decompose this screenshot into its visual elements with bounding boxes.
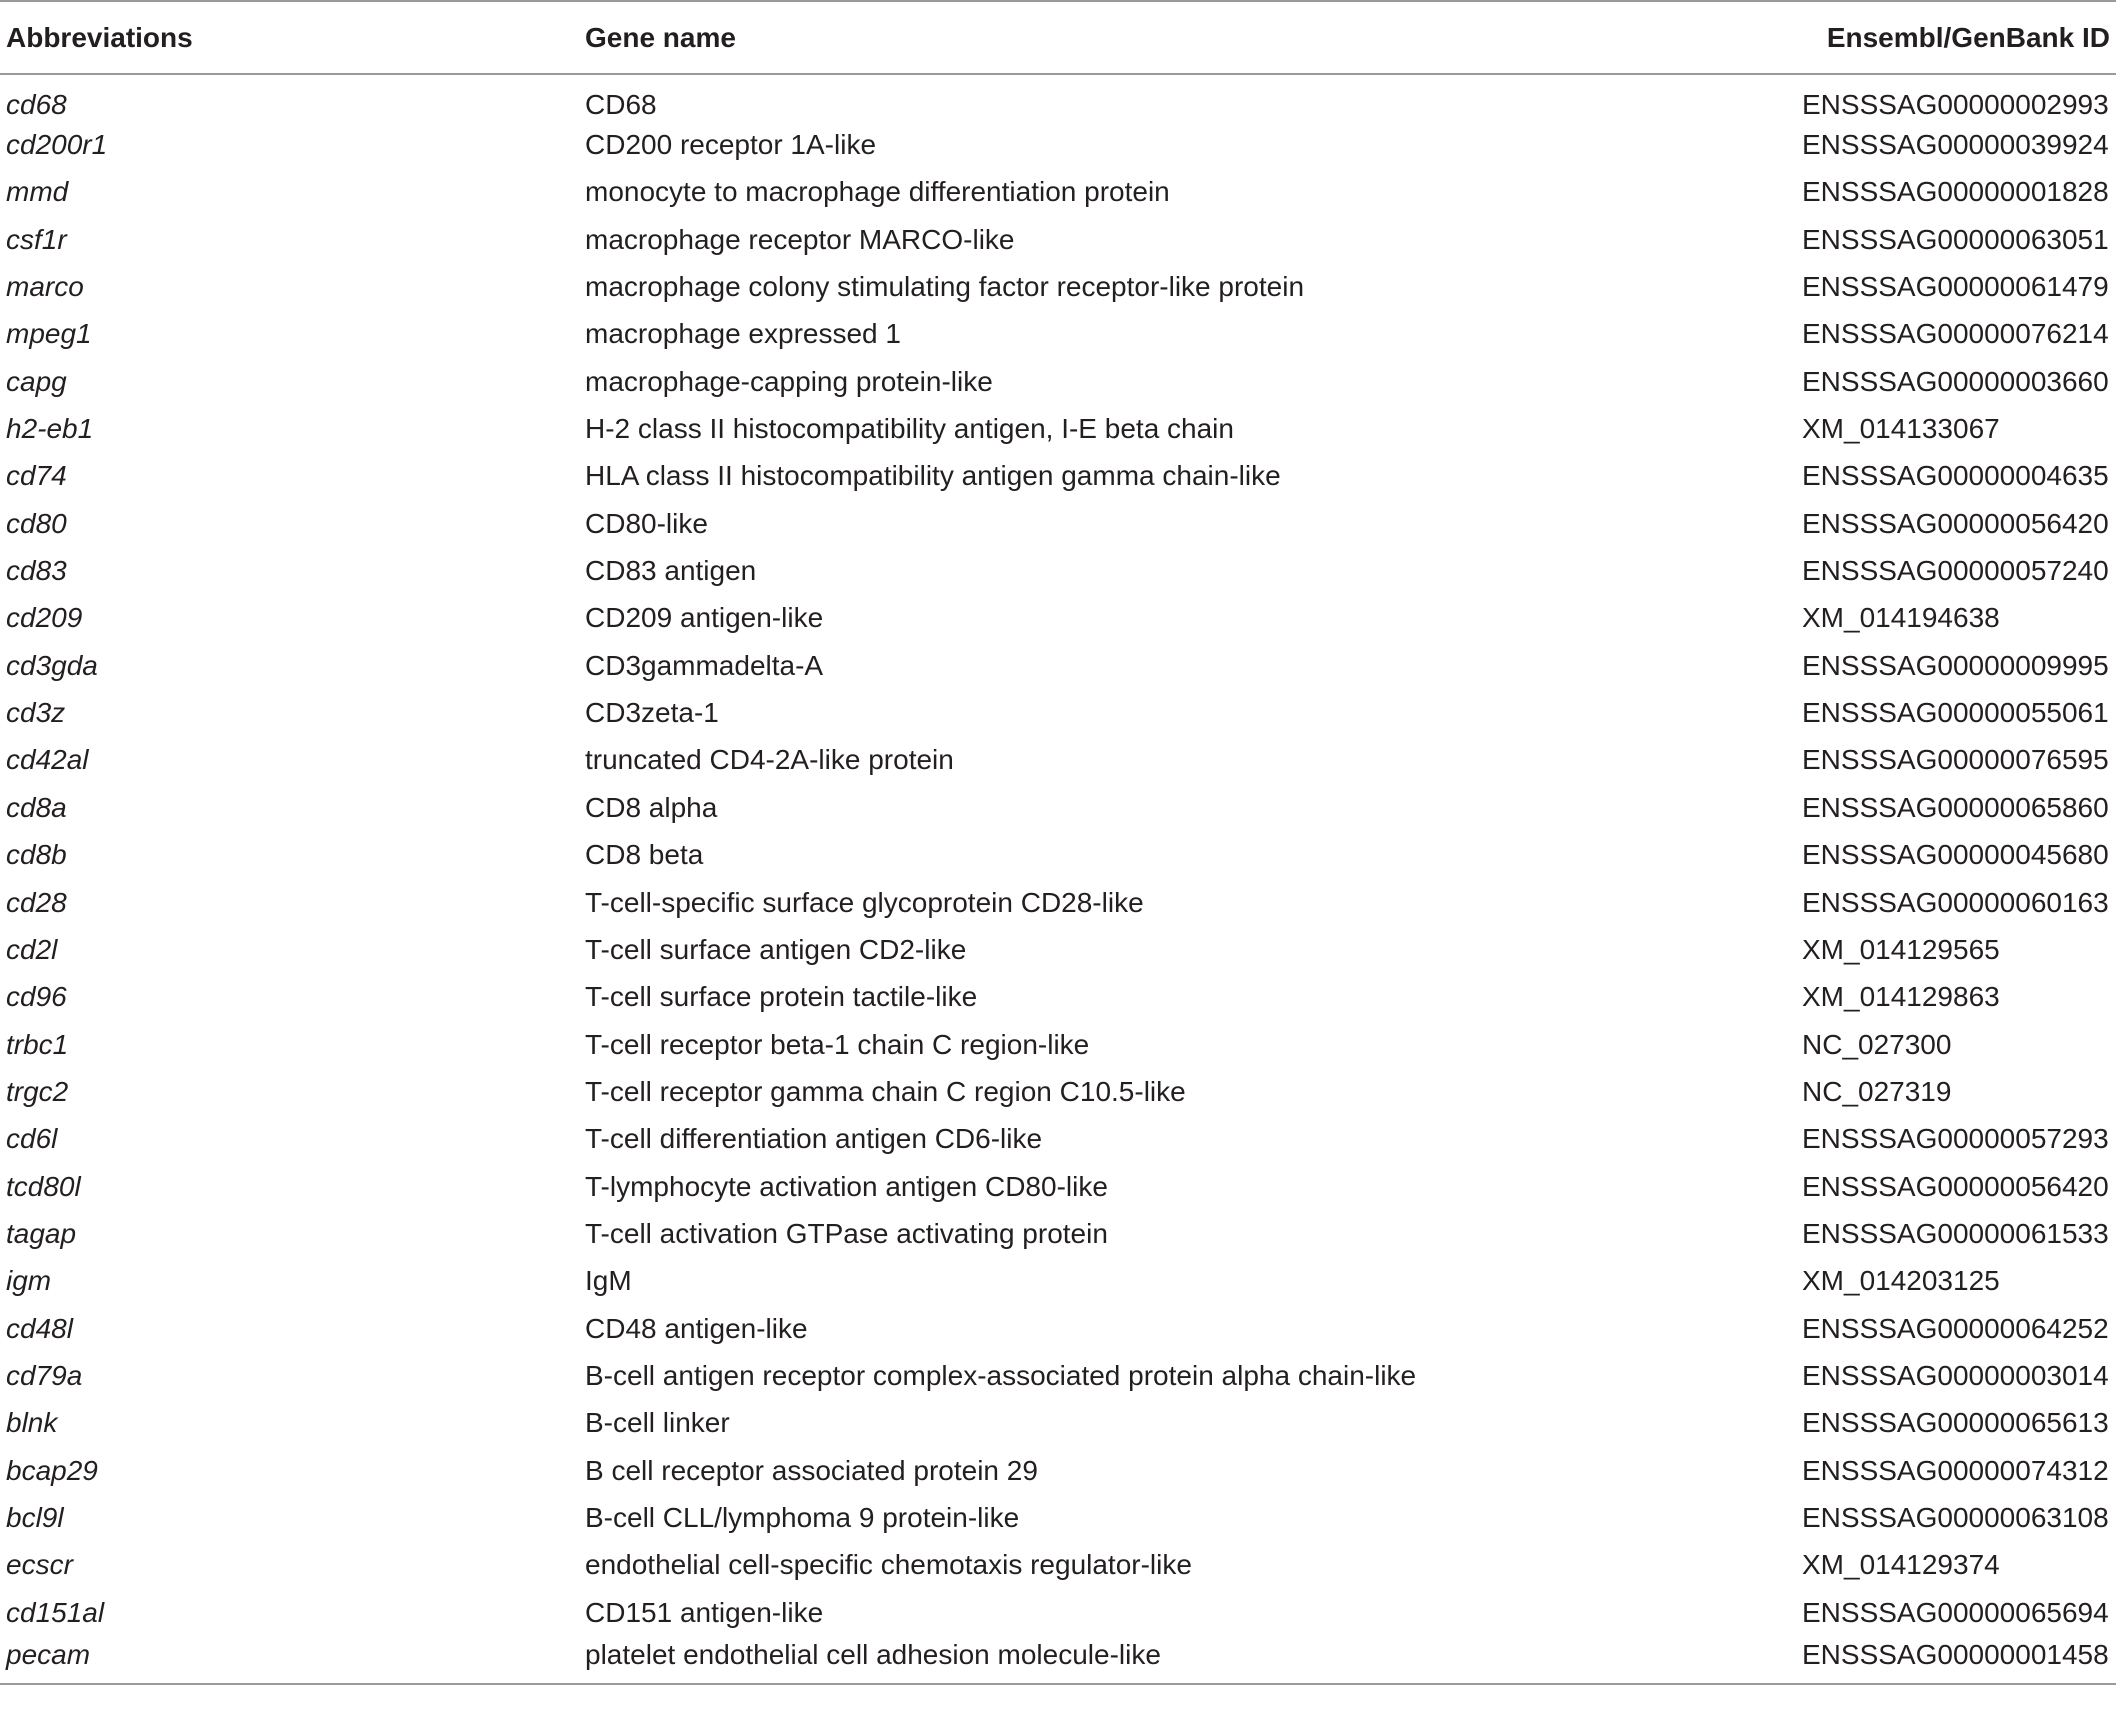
cell-gene-name: T-cell-specific surface glycoprotein CD28-like (585, 886, 1144, 918)
table-row (0, 1258, 2116, 1305)
table-row (0, 879, 2116, 926)
cell-gene-id: XM_014194638 (1802, 602, 2000, 634)
cell-gene-name: truncated CD4-2A-like protein (585, 744, 954, 776)
cell-abbreviation: igm (6, 1265, 52, 1297)
cell-gene-name: CD48 antigen-like (585, 1312, 808, 1344)
cell-abbreviation: mpeg1 (6, 318, 92, 350)
cell-gene-name: T-cell receptor gamma chain C region C10.5-like (585, 1075, 1186, 1107)
cell-gene-name: monocyte to macrophage differentiation protein (585, 176, 1170, 208)
cell-abbreviation: cd3z (6, 697, 66, 729)
cell-abbreviation: mmd (6, 176, 69, 208)
cell-gene-id: ENSSSAG00000056420 (1802, 1170, 2109, 1202)
cell-abbreviation: cd74 (6, 460, 67, 492)
cell-gene-name: T-lymphocyte activation antigen CD80-like (585, 1170, 1108, 1202)
cell-abbreviation: cd151al (6, 1596, 105, 1628)
table-row (0, 216, 2116, 263)
table-row (0, 547, 2116, 594)
cell-abbreviation: bcl9l (6, 1501, 64, 1533)
cell-abbreviation: csf1r (6, 223, 67, 255)
cell-gene-id: ENSSSAG00000003014 (1802, 1359, 2109, 1391)
cell-abbreviation: cd96 (6, 981, 67, 1013)
cell-gene-id: ENSSSAG00000056420 (1802, 507, 2109, 539)
cell-abbreviation: cd68 (6, 89, 67, 121)
cell-abbreviation: cd80 (6, 507, 67, 539)
cell-gene-name: B-cell linker (585, 1407, 730, 1439)
cell-abbreviation: capg (6, 365, 67, 397)
table-row (0, 500, 2116, 547)
cell-gene-name: macrophage receptor MARCO-like (585, 223, 1015, 255)
cell-abbreviation: cd48l (6, 1312, 73, 1344)
cell-gene-id: ENSSSAG00000055061 (1802, 697, 2109, 729)
cell-gene-id: ENSSSAG00000057293 (1802, 1123, 2109, 1155)
cell-abbreviation: cd42al (6, 744, 89, 776)
table-row (0, 1116, 2116, 1163)
cell-gene-name: T-cell surface antigen CD2-like (585, 933, 967, 965)
table-body (0, 74, 2116, 1684)
cell-gene-name: CD83 antigen (585, 555, 757, 587)
cell-gene-id: ENSSSAG00000074312 (1802, 1454, 2109, 1486)
table-row (0, 689, 2116, 736)
cell-gene-name: B-cell CLL/lymphoma 9 protein-like (585, 1501, 1020, 1533)
cell-abbreviation: cd8a (6, 791, 67, 823)
table-row (0, 926, 2116, 973)
table-row (0, 74, 2116, 121)
cell-gene-id: ENSSSAG00000001458 (1802, 1636, 2116, 1683)
cell-gene-id: ENSSSAG00000064252 (1802, 1312, 2109, 1344)
cell-abbreviation: cd2l (6, 933, 58, 965)
cell-abbreviation: trbc1 (6, 1028, 69, 1060)
cell-gene-id: ENSSSAG00000001828 (1802, 176, 2109, 208)
cell-abbreviation: cd6l (6, 1123, 58, 1155)
cell-abbreviation: cd8b (6, 839, 67, 871)
cell-gene-id: ENSSSAG00000009995 (1802, 649, 2109, 681)
cell-gene-name: IgM (585, 1265, 632, 1297)
cell-gene-name: macrophage-capping protein-like (585, 365, 993, 397)
table-row (0, 974, 2116, 1021)
cell-gene-id: XM_014133067 (1802, 413, 2000, 445)
cell-abbreviation: tagap (6, 1217, 77, 1249)
cell-gene-id: ENSSSAG00000002993 (1802, 89, 2109, 121)
table-row (0, 311, 2116, 358)
cell-gene-id: XM_014203125 (1802, 1265, 2000, 1297)
cell-gene-name: platelet endothelial cell adhesion molecule-like (579, 1636, 1802, 1683)
cell-gene-name: CD3gammadelta-A (585, 649, 824, 681)
cell-gene-id: ENSSSAG00000061479 (1802, 271, 2109, 303)
cell-gene-name: B-cell antigen receptor complex-associated protein alpha chain-like (585, 1359, 1417, 1391)
cell-gene-id: NC_027319 (1802, 1075, 1952, 1107)
cell-gene-name: CD8 beta (585, 839, 704, 871)
table-row (0, 1494, 2116, 1541)
table-row (0, 121, 2116, 168)
table-row (0, 737, 2116, 784)
cell-abbreviation: cd209 (6, 602, 83, 634)
cell-abbreviation: cd83 (6, 555, 67, 587)
table-row (0, 1447, 2116, 1494)
cell-abbreviation: marco (6, 271, 84, 303)
cell-gene-name: macrophage expressed 1 (585, 318, 901, 350)
cell-abbreviation: cd79a (6, 1359, 83, 1391)
cell-gene-id: ENSSSAG00000065860 (1802, 791, 2109, 823)
table-row (0, 1163, 2116, 1210)
header-row (0, 1, 2116, 74)
table-row (0, 1305, 2116, 1352)
cell-gene-name: CD200 receptor 1A-like (585, 129, 877, 161)
table-row (0, 263, 2116, 310)
cell-abbreviation: tcd80l (6, 1170, 81, 1202)
table-row (0, 1068, 2116, 1115)
cell-abbreviation: bcap29 (6, 1454, 98, 1486)
table-row (0, 1589, 2116, 1636)
cell-abbreviation: cd200r1 (6, 129, 108, 161)
cell-gene-id: NC_027300 (1802, 1028, 1952, 1060)
cell-gene-name: CD209 antigen-like (585, 602, 824, 634)
cell-gene-id: XM_014129863 (1802, 981, 2000, 1013)
cell-abbreviation: trgc2 (6, 1075, 69, 1107)
table-row (0, 642, 2116, 689)
cell-gene-name: HLA class II histocompatibility antigen gamma chain-like (585, 460, 1281, 492)
table-row (0, 169, 2116, 216)
cell-gene-name: T-cell surface protein tactile-like (585, 981, 978, 1013)
table-row (0, 595, 2116, 642)
cell-gene-name: T-cell activation GTPase activating protein (585, 1217, 1108, 1249)
header-id: Ensembl/GenBank ID (1802, 1, 2116, 74)
cell-abbreviation: ecscr (6, 1549, 73, 1581)
table-row (0, 784, 2116, 831)
table-row (0, 1542, 2116, 1589)
table-header (0, 1, 2116, 74)
cell-abbreviation: cd3gda (6, 649, 98, 681)
cell-abbreviation: h2-eb1 (6, 413, 94, 445)
table-row (0, 1400, 2116, 1447)
cell-gene-id: ENSSSAG00000003660 (1802, 365, 2109, 397)
cell-gene-id: ENSSSAG00000060163 (1802, 886, 2109, 918)
cell-gene-id: ENSSSAG00000065694 (1802, 1596, 2109, 1628)
cell-gene-id: ENSSSAG00000063051 (1802, 223, 2109, 255)
cell-abbreviation: pecam (0, 1636, 579, 1683)
cell-gene-id: ENSSSAG00000065613 (1802, 1407, 2109, 1439)
cell-gene-id: XM_014129374 (1802, 1549, 2000, 1581)
cell-gene-name: CD68 (585, 89, 657, 121)
table-row (0, 1352, 2116, 1399)
cell-gene-id: ENSSSAG00000063108 (1802, 1501, 2109, 1533)
cell-gene-name: B cell receptor associated protein 29 (585, 1454, 1038, 1486)
table-row (0, 358, 2116, 405)
cell-abbreviation: blnk (6, 1407, 58, 1439)
table-row (0, 832, 2116, 879)
cell-abbreviation: cd28 (6, 886, 67, 918)
cell-gene-name: CD151 antigen-like (585, 1596, 824, 1628)
cell-gene-name: T-cell receptor beta-1 chain C region-like (585, 1028, 1090, 1060)
cell-gene-id: ENSSSAG00000045680 (1802, 839, 2109, 871)
table-row (0, 1636, 2116, 1683)
cell-gene-id: ENSSSAG00000061533 (1802, 1217, 2109, 1249)
cell-gene-name: CD80-like (585, 507, 708, 539)
cell-gene-name: CD8 alpha (585, 791, 718, 823)
cell-gene-id: ENSSSAG00000039924 (1802, 129, 2109, 161)
table-row (0, 453, 2116, 500)
cell-gene-name: endothelial cell-specific chemotaxis regulator-like (585, 1549, 1192, 1581)
header-gene-name: Gene name (579, 1, 1802, 74)
table-row (0, 405, 2116, 452)
cell-gene-id: ENSSSAG00000076214 (1802, 318, 2109, 350)
cell-gene-name: H-2 class II histocompatibility antigen, I-E beta chain (585, 413, 1234, 445)
cell-gene-name: macrophage colony stimulating factor receptor-like protein (585, 271, 1305, 303)
cell-gene-id: ENSSSAG00000076595 (1802, 744, 2109, 776)
cell-gene-name: CD3zeta-1 (585, 697, 719, 729)
header-abbreviations: Abbreviations (0, 1, 579, 74)
table-row (0, 1021, 2116, 1068)
cell-gene-id: ENSSSAG00000057240 (1802, 555, 2109, 587)
cell-gene-id: ENSSSAG00000004635 (1802, 460, 2109, 492)
cell-gene-id: XM_014129565 (1802, 933, 2000, 965)
table-row (0, 1210, 2116, 1257)
cell-gene-name: T-cell differentiation antigen CD6-like (585, 1123, 1043, 1155)
